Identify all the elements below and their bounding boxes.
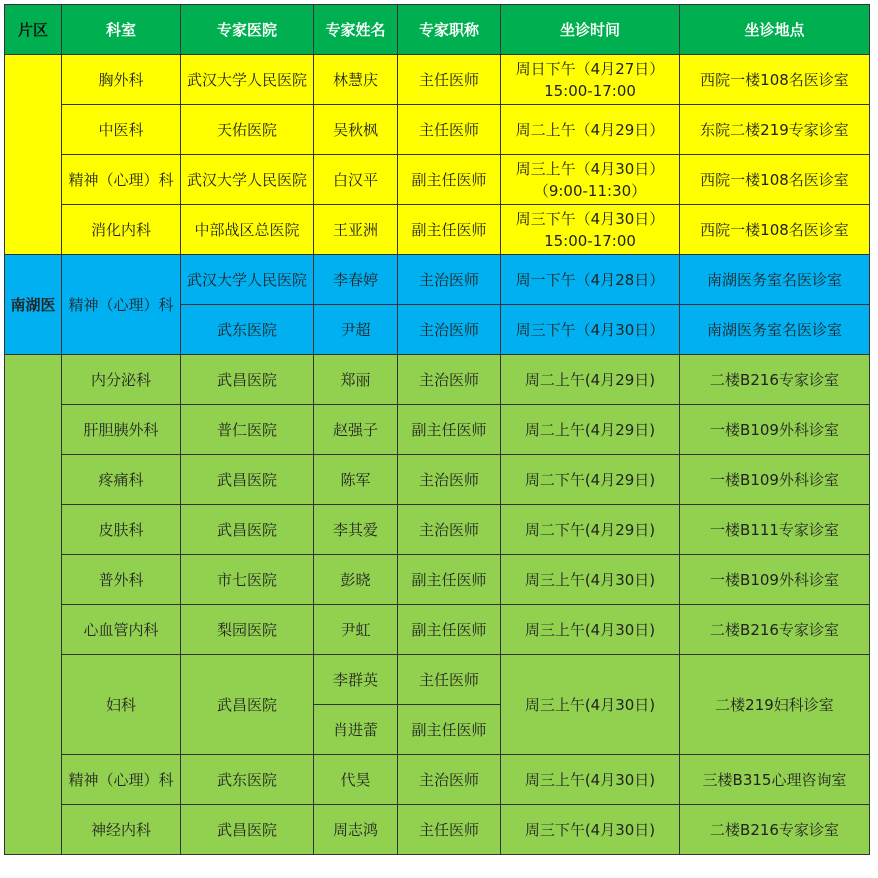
dept-cell: 神经内科: [62, 805, 181, 855]
table-row: [5, 605, 870, 655]
name-cell: 彭晓: [314, 555, 398, 605]
time-cell: 周三上午(4月30日): [501, 755, 680, 805]
dept-cell: 普外科: [62, 555, 181, 605]
area-cell: 南湖医: [5, 255, 62, 355]
header-row: [5, 5, 870, 55]
area-cell: [5, 55, 62, 255]
title-cell: 主治医师: [398, 255, 501, 305]
table-row: [5, 55, 870, 105]
time-cell: 周二下午(4月29日): [501, 505, 680, 555]
location-cell: 二楼B216专家诊室: [680, 805, 870, 855]
time-cell: 周三下午(4月30日): [501, 805, 680, 855]
hospital-cell: 梨园医院: [181, 605, 314, 655]
location-cell: 一楼B109外科诊室: [680, 555, 870, 605]
hospital-cell: 天佑医院: [181, 105, 314, 155]
name-cell: 肖进蕾: [314, 705, 398, 755]
title-cell: 主治医师: [398, 355, 501, 405]
hospital-cell: 市七医院: [181, 555, 314, 605]
location-cell: 东院二楼219专家诊室: [680, 105, 870, 155]
hospital-cell: 中部战区总医院: [181, 205, 314, 255]
table-row: [5, 655, 870, 705]
time-line: 周三上午（4月30日）: [515, 159, 665, 178]
table-row: [5, 155, 870, 205]
dept-cell: 精神（心理）科: [62, 155, 181, 205]
dept-cell: 胸外科: [62, 55, 181, 105]
area-cell: [5, 355, 62, 855]
time-cell: 周二下午(4月29日): [501, 455, 680, 505]
table-row: [5, 255, 870, 305]
location-cell: 西院一楼108名医诊室: [680, 155, 870, 205]
dept-cell: 消化内科: [62, 205, 181, 255]
name-cell: 尹虹: [314, 605, 398, 655]
name-cell: 林慧庆: [314, 55, 398, 105]
clinic-schedule-table: [4, 4, 870, 855]
dept-cell: 肝胆胰外科: [62, 405, 181, 455]
dept-cell: 皮肤科: [62, 505, 181, 555]
dept-cell: 心血管内科: [62, 605, 181, 655]
table-row: [5, 405, 870, 455]
location-cell: 二楼B216专家诊室: [680, 355, 870, 405]
title-cell: 主治医师: [398, 455, 501, 505]
table-row: [5, 505, 870, 555]
name-cell: 王亚洲: [314, 205, 398, 255]
time-range: （9:00-11:30）: [533, 181, 647, 200]
hospital-cell: 武汉大学人民医院: [181, 155, 314, 205]
dept-cell: 精神（心理）科: [62, 255, 181, 355]
title-cell: 副主任医师: [398, 705, 501, 755]
location-cell: 西院一楼108名医诊室: [680, 205, 870, 255]
time-cell: 周二上午(4月29日): [501, 355, 680, 405]
title-cell: 主任医师: [398, 655, 501, 705]
time-cell: 周二上午（4月29日）: [501, 105, 680, 155]
location-cell: 南湖医务室名医诊室: [680, 255, 870, 305]
location-cell: 南湖医务室名医诊室: [680, 305, 870, 355]
hospital-cell: 武昌医院: [181, 505, 314, 555]
dept-cell: 精神（心理）科: [62, 755, 181, 805]
hospital-cell: 武昌医院: [181, 655, 314, 755]
title-cell: 副主任医师: [398, 555, 501, 605]
dept-cell: 内分泌科: [62, 355, 181, 405]
name-cell: 郑丽: [314, 355, 398, 405]
time-cell: [501, 155, 680, 205]
title-cell: 主治医师: [398, 755, 501, 805]
table-row: [5, 455, 870, 505]
location-cell: 西院一楼108名医诊室: [680, 55, 870, 105]
time-line: 周日下午（4月27日）: [515, 59, 665, 78]
title-cell: 主治医师: [398, 505, 501, 555]
hospital-cell: 武昌医院: [181, 805, 314, 855]
title-cell: 副主任医师: [398, 405, 501, 455]
location-cell: 一楼B109外科诊室: [680, 405, 870, 455]
time-cell: 周二上午(4月29日): [501, 405, 680, 455]
location-cell: 一楼B111专家诊室: [680, 505, 870, 555]
dept-cell: 妇科: [62, 655, 181, 755]
hospital-cell: 武汉大学人民医院: [181, 255, 314, 305]
time-cell: 周三上午(4月30日): [501, 555, 680, 605]
table-row: [5, 355, 870, 405]
title-cell: 副主任医师: [398, 205, 501, 255]
time-cell: 周一下午（4月28日）: [501, 255, 680, 305]
hospital-cell: 武汉大学人民医院: [181, 55, 314, 105]
name-cell: 尹超: [314, 305, 398, 355]
header-time: 坐诊时间: [501, 5, 680, 55]
dept-cell: 中医科: [62, 105, 181, 155]
hospital-cell: 武东医院: [181, 755, 314, 805]
table-row: [5, 105, 870, 155]
time-cell: [501, 55, 680, 105]
name-cell: 吴秋枫: [314, 105, 398, 155]
location-cell: 二楼B216专家诊室: [680, 605, 870, 655]
name-cell: 李群英: [314, 655, 398, 705]
title-cell: 副主任医师: [398, 605, 501, 655]
time-cell: 周三上午(4月30日): [501, 655, 680, 755]
title-cell: 主任医师: [398, 55, 501, 105]
table-row: [5, 755, 870, 805]
name-cell: 陈军: [314, 455, 398, 505]
hospital-cell: 武昌医院: [181, 355, 314, 405]
location-cell: 一楼B109外科诊室: [680, 455, 870, 505]
location-cell: 三楼B315心理咨询室: [680, 755, 870, 805]
hospital-cell: 普仁医院: [181, 405, 314, 455]
location-cell: 二楼219妇科诊室: [680, 655, 870, 755]
title-cell: 主任医师: [398, 105, 501, 155]
time-range: 15:00-17:00: [544, 231, 636, 250]
time-cell: [501, 205, 680, 255]
name-cell: 周志鸿: [314, 805, 398, 855]
header-dept: 科室: [62, 5, 181, 55]
name-cell: 李春婷: [314, 255, 398, 305]
table-row: [5, 205, 870, 255]
title-cell: 主治医师: [398, 305, 501, 355]
header-title: 专家职称: [398, 5, 501, 55]
title-cell: 副主任医师: [398, 155, 501, 205]
title-cell: 主任医师: [398, 805, 501, 855]
name-cell: 赵强子: [314, 405, 398, 455]
header-hospital: 专家医院: [181, 5, 314, 55]
hospital-cell: 武昌医院: [181, 455, 314, 505]
header-location: 坐诊地点: [680, 5, 870, 55]
table-row: [5, 555, 870, 605]
hospital-cell: 武东医院: [181, 305, 314, 355]
dept-cell: 疼痛科: [62, 455, 181, 505]
header-name: 专家姓名: [314, 5, 398, 55]
name-cell: 代昊: [314, 755, 398, 805]
time-cell: 周三上午(4月30日): [501, 605, 680, 655]
name-cell: 李其爱: [314, 505, 398, 555]
time-cell: 周三下午（4月30日）: [501, 305, 680, 355]
table-row: [5, 805, 870, 855]
time-range: 15:00-17:00: [544, 81, 636, 100]
header-area: 片区: [5, 5, 62, 55]
time-line: 周三下午（4月30日）: [515, 209, 665, 228]
name-cell: 白汉平: [314, 155, 398, 205]
